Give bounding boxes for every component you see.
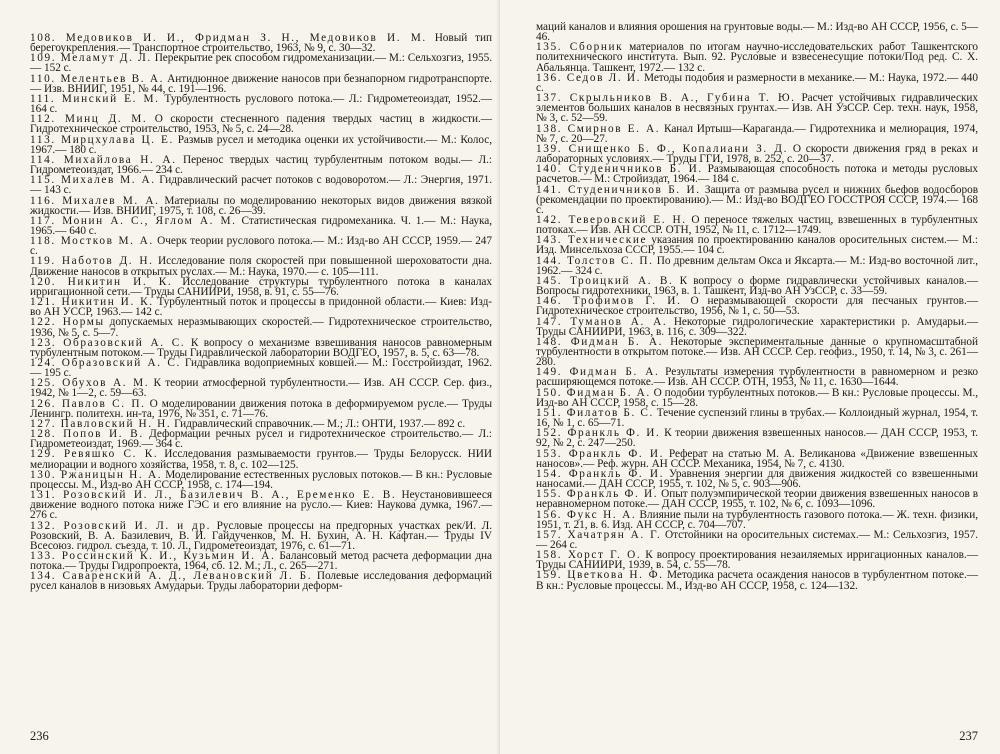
reference-entry	[30, 551, 492, 571]
reference-author: 131. Розовский И. Л., Базилевич В. А., Еременко Е. В.	[30, 489, 397, 502]
reference-author: 129. Ревяшко С. К.	[30, 448, 159, 461]
right-page	[500, 0, 1000, 754]
reference-entry	[30, 449, 492, 469]
reference-text: Гидравлический справочник.— М.; Л.: ОНТИ, 1937.— 892 с.	[174, 417, 466, 430]
reference-author: 136. Седов Л. И.	[536, 71, 642, 84]
reference-text: К теории атмосферной турбулентности.— Изв. АН СССР. Сер. физ., 1942, № 1—2, с. 59—63.	[30, 377, 493, 400]
reference-entry	[536, 93, 978, 123]
reference-text: Антидюнное движение наносов при безнапорном гидротранспорте.— Изв. ВНИИГ, 1951, № 44, с. 191—196.	[30, 72, 492, 95]
reference-author: 113. Мирцхулава Ц. Е.	[30, 133, 174, 146]
reference-entry	[30, 399, 492, 419]
reference-author: 135. Сборник	[536, 41, 624, 54]
reference-author: 133. Россинский К. И., Кузьмин И. А.	[30, 549, 276, 562]
reference-text: Некоторые экспериментальные данные о крупномасштабной турбулентности в открытом потоке.— Изв. АН СССР. Сер. геофиз., 1950, т. 14, № 3, с. 261—280.	[536, 335, 978, 369]
reference-entry	[30, 236, 492, 256]
reference-text: Новый тип берегоукрепления.— Транспортное строительство, 1963, № 9, с. 30—32.	[30, 32, 493, 55]
reference-list-right	[536, 22, 978, 591]
reference-author: 152. Франкль Ф. И.	[536, 427, 661, 440]
reference-author: 119. Наботов Д. Н.	[30, 255, 154, 268]
reference-entry	[30, 378, 492, 398]
reference-entry	[30, 317, 492, 337]
reference-entry	[30, 135, 492, 155]
reference-text: По древним дельтам Окса и Яксарта.— М.: Изд-во восточной лит., 1962.— 324 с.	[536, 254, 979, 277]
reference-entry	[536, 144, 978, 164]
reference-entry	[30, 521, 492, 551]
reference-author: 141. Студеничников Б. И.	[536, 183, 701, 196]
reference-author: 125. Обухов А. М.	[30, 377, 150, 390]
reference-entry	[536, 215, 978, 235]
reference-entry	[536, 408, 978, 428]
reference-entry	[536, 469, 978, 489]
reference-entry	[536, 124, 978, 144]
reference-entry	[536, 550, 978, 570]
reference-entry	[30, 94, 492, 114]
page-number-left: 236	[30, 729, 49, 743]
reference-author: 122. Нормы	[30, 316, 105, 329]
reference-entry	[536, 449, 978, 469]
reference-text: Исследование поля скоростей при повышенной шероховатости дна. Движение наносов в открытых руслах.— М.: Наука, 1970.— с. 105—111.	[30, 255, 492, 278]
reference-entry	[30, 256, 492, 276]
reference-author: 118. Мостков М. А.	[30, 235, 154, 248]
reference-text: Уравнения энергии для движения жидкостей со взвешенными наносами.— ДАН СССР, 1955, т. 102, № 5, с. 903—906.	[536, 467, 978, 491]
reference-text: Защита от размыва русел и нижних бьефов водосборов (рекомендации по проектированию).— М.: Изд-во ВОДГЕО ГОССТРОЯ СССР, 1974.— 168 с.	[536, 183, 978, 216]
reference-text: Неустановившееся движение водного потока ниже ГЭС и его влияние на русло.— Киев: Наукова думка, 1967.— 276 с.	[30, 489, 492, 522]
reference-text: О переносе тяжелых частиц, взвешенных в турбулентных потоках.— Изв. АН СССР. ОТН, 1952, № 11, с. 1712—1749.	[536, 213, 978, 237]
reference-author: 154. Франкль Ф. И.	[536, 467, 665, 480]
reference-text: указания по проектированию каналов оросительных систем.— М.: Изд. Минсельхоза СССР, 1955.— 104 с.	[536, 234, 979, 257]
reference-author: 130. Ржаницын Н. А.	[30, 468, 163, 481]
reference-text: Влияние пыли на турбулентность газового потока.— Ж. техн. физики, 1951, т. 21, в. 6. Изд. АН СССР, с. 704—707.	[536, 508, 978, 531]
reference-entry	[30, 114, 492, 134]
reference-text: Перенос твердых частиц турбулентным потоком воды.— Л.: Гидрометеоиздат, 1966.— 234 с.	[30, 153, 492, 177]
reference-text: Реферат на статью М. А. Великанова «Движение взвешенных наносов».— Реф. журн. АН СССР. Механика, 1954, № 7, с. 4130.	[536, 447, 978, 470]
reference-text: Полевые исследования деформаций русел каналов в низовьях Амударьи. Труды лаборатории деформ-	[30, 570, 493, 593]
reference-text: Гидравлика водоприемных ковшей.— М.: Госстройиздат, 1962.— 195 с.	[30, 357, 492, 380]
reference-author: 150. Фидман Б. А.	[536, 386, 651, 399]
reference-text: Очерк теории руслового потока.— М.: Изд-во АН СССР, 1959.— 247 с.	[30, 235, 492, 258]
reference-author: 158. Хорст Г. О.	[536, 549, 642, 562]
reference-text: Некоторые гидрологические характеристики р. Амударьи.— Труды САНИИРИ, 1963, в. 116, с. 309—322.	[536, 315, 978, 338]
reference-author: 143. Технические	[536, 234, 648, 247]
reference-entry	[536, 317, 978, 337]
reference-author: 111. Минский Е. М.	[30, 92, 160, 105]
reference-entry	[536, 22, 978, 42]
reference-author: 132. Розовский И. Л. и др.	[30, 519, 212, 532]
reference-text: Размыв русел и методика оценки их устойчивости.— М.: Колос, 1967.— 180 с.	[30, 133, 492, 156]
reference-entry	[536, 367, 978, 387]
reference-text: О скорости движения гряд в реках и лабораторных условиях.— Труды ГГИ, 1978, в. 252, с. 20—37.	[536, 142, 979, 166]
reference-author: 134. Саваренский А. Д., Левановский Л. Б.	[30, 570, 313, 583]
reference-text: Русловые процессы на предгорных участках рек/И. Л. Розовский, В. А. Базилевич, В. И. Гайдученков, М. Н. Бухин, А. Н. Кафтан.— Труды IV Всесоюз. гидрол. съезда, т. 10. Л., Гидрометеоиздат, 1976, с. 61—71.	[30, 519, 492, 552]
reference-entry	[536, 337, 978, 367]
reference-author: 144. Толстов С. П.	[536, 254, 654, 267]
reference-entry	[30, 338, 492, 358]
reference-text: Исследование структуры турбулентного потока в каналах ирригационной сети.— Труды САНИИРИ, 1958, в. 91, с. 55—76.	[30, 275, 492, 298]
reference-entry	[536, 428, 978, 448]
reference-text: материалов по итогам научно-исследовательских работ Ташкентского политехнического института. Вып. 92. Русловые и взвесенесущие потоки/Под ред. С. Х. Абальянца. Ташкент, 1972.— 132 с.	[536, 41, 978, 74]
reference-list-left	[30, 33, 492, 592]
reference-author: 115. Михалев М. А.	[30, 174, 156, 187]
reference-entry	[536, 42, 978, 72]
reference-text: Деформации речных русел и гидротехническое строительство.— Л.: Гидрометеоиздат, 1969.— 364 с.	[30, 428, 493, 451]
reference-entry	[536, 570, 978, 590]
reference-author: 159. Цветкова Н. Ф.	[536, 569, 664, 582]
reference-entry	[30, 33, 492, 53]
reference-author: 121. Никитин И. К.	[30, 296, 154, 309]
reference-entry	[536, 388, 978, 408]
reference-author: 123. Образовский А. С.	[30, 336, 186, 349]
reference-text: Течение суспензий глины в трубах.— Коллоидный журнал, 1954, т. 16, № 1, с. 65—71.	[536, 406, 979, 430]
reference-text: Отстойники на оросительных системах.— М.: Сельхозгиз, 1957.— 264 с.	[536, 528, 978, 551]
reference-author: 109. Меламут Д. Л.	[30, 52, 152, 65]
reference-author: 116. Михалев М. А.	[30, 194, 160, 207]
reference-text: К вопросу проектирования незаиляемых ирригационных каналов.— Труды САНИИРИ, 1939, в. 54, с. 55—78.	[536, 549, 978, 572]
reference-text: Канал Иртыш—Караганда.— Гидротехника и мелиорация, 1974, № 7, с. 20—27.	[536, 122, 979, 145]
reference-author: 156. Фукс Н. А.	[536, 508, 637, 521]
reference-author: 120. Никитин И. К.	[30, 275, 173, 288]
reference-author: 142. Теверовский Е. Н.	[536, 213, 687, 226]
reference-author: 157. Хачатрян А. Г.	[536, 528, 662, 541]
reference-author: 127. Павловский Н. Н.	[30, 417, 172, 430]
reference-entry	[30, 297, 492, 317]
reference-text: Методика расчета осаждения наносов в турбулентном потоке.— В кн.: Русловые процессы. М., Изд-во АН СССР, 1958, с. 124—132.	[536, 569, 979, 592]
reference-entry	[30, 429, 492, 449]
reference-entry	[536, 185, 978, 215]
reference-entry	[30, 196, 492, 216]
reference-author: 137. Скрыльников В. А., Губина Т. Ю.	[536, 92, 796, 105]
reference-text: Материалы по моделированию некоторых видов движения вязкой жидкости.— Изв. ВНИИГ, 1975, т. 108, с. 26—39.	[30, 194, 492, 217]
reference-entry	[536, 164, 978, 184]
reference-author: 146. Трофимов Г. И.	[536, 295, 682, 308]
reference-entry	[30, 74, 492, 94]
reference-entry	[30, 470, 492, 490]
page-number-right: 237	[959, 729, 978, 743]
reference-author: 153. Франкль Ф. И.	[536, 447, 665, 460]
reference-text: Результаты измерения турбулентности в равномерном и резко расширяющемся потоке.— Изв. АН СССР. ОТН, 1953, № 11, с. 1630—1644.	[536, 366, 978, 389]
reference-author: 108. Медовиков И. И., Фридман З. Н., Медовиков И. М.	[30, 32, 427, 44]
reference-text: О неразмывающей скорости для песчаных грунтов.— Гидротехническое строительство, 1956, № 1, с. 50—53.	[536, 295, 978, 318]
reference-text: К вопросу о форме гидравлически устойчивых каналов.— Вопросы гидротехники, 1963, в. 1. Ташкент, Изд-во АН УзССР, с. 33—59.	[536, 274, 979, 298]
reference-author: 149. Фидман Б. А.	[536, 366, 660, 379]
reference-text: К вопросу о механизме взвешивания наносов равномерным турбулентным потоком.— Труды Гидравлической лаборатории ВОДГЕО, 1957, в. 5, с. 63—78.	[30, 336, 492, 359]
reference-text: О подобии турбулентных потоков.— В кн.: Русловые процессы. М., Изд-во АН СССР, 1958, с. 15—28.	[536, 386, 979, 409]
reference-text: О моделировании движения потока в деформируемом русле.— Труды Ленингр. политехн. ин-та, 1976, № 351, с. 71—76.	[30, 397, 493, 420]
reference-text: Статистическая гидромеханика. Ч. 1.— М.: Наука, 1965.— 640 с.	[30, 214, 493, 237]
reference-text: Опыт полуэмпирической теории движения взвешенных наносов в неравномерном потоке.— ДАН СССР, 1955, т. 102, № 6, с. 1093—1096.	[536, 488, 978, 511]
reference-text: Размывающая способность потока и методы русловых расчетов.— М.: Стройиздат, 1964.— 184 с.	[536, 163, 978, 186]
reference-text: допускаемых неразмывающих скоростей.— Гидротехническое строительство, 1936, № 5, с. 5—7.	[30, 316, 492, 339]
reference-entry	[30, 175, 492, 195]
reference-author: 140. Студеничников Б. И.	[536, 163, 703, 176]
reference-text: К теории движения взвешенных наносов.— ДАН СССР, 1953, т. 92, № 2, с. 247—250.	[536, 427, 978, 450]
reference-text: Методы подобия и размерности в механике.— М.: Наука, 1972.— 440 с.	[536, 71, 978, 94]
reference-entry	[536, 276, 978, 296]
reference-author: 139. Снищенко Б. Ф., Копалиани З. Д.	[536, 142, 789, 155]
reference-text: Гидравлический расчет потоков с водоворотом.— Л.: Энергия, 1971.— 143 с.	[30, 174, 492, 197]
reference-entry	[536, 296, 978, 316]
reference-author: 148. Фидман Б. А.	[536, 335, 664, 348]
reference-author: 112. Минц Д. М.	[30, 113, 148, 126]
reference-text: Балансовый метод расчета деформации дна потока.— Труды Гидропроекта, 1964, сб. 12. М.; Л., с. 265—271.	[30, 549, 493, 573]
reference-text: Исследования размываемости грунтов.— Труды Белорусск. НИИ мелиорации и водного хозяйства, 1958, т. 8, с. 102—125.	[30, 448, 492, 471]
reference-text: Расчет устойчивых гидравлических элементов больших каналов в несвязных грунтах.— Изв. АН УзССР. Сер. техн. наук, 1958, № 3, с. 52—59.	[536, 92, 978, 125]
reference-text: Турбулентный поток и процессы в придонной области.— Киев: Изд-во АН УССР, 1963.— 142 с.	[30, 296, 492, 319]
reference-author: 124. Образовский А. С.	[30, 357, 181, 369]
reference-author: 147. Туманов А. А.	[536, 315, 668, 328]
reference-entry	[536, 256, 978, 276]
reference-author: 138. Смирнов Е. А.	[536, 122, 661, 135]
reference-entry	[30, 277, 492, 297]
reference-entry	[536, 510, 978, 530]
reference-entry	[30, 571, 492, 591]
reference-text: О скорости стесненного падения твердых частиц в жидкости.— Гидротехническое строительство, 1953, № 5, с. 24—28.	[30, 113, 493, 136]
reference-author: 155. Франкль Ф. И.	[536, 488, 659, 501]
reference-entry	[30, 53, 492, 73]
reference-entry	[30, 155, 492, 175]
reference-text: маций каналов и влияния орошения на грунтовые воды.— М.: Изд-во АН СССР, 1956, с. 5—46.	[536, 21, 978, 44]
reference-entry	[30, 490, 492, 520]
reference-author: 110. Мелентьев В. А.	[30, 72, 165, 85]
reference-author: 145. Троицкий А. В.	[536, 274, 674, 287]
reference-entry	[536, 73, 978, 93]
reference-text: Перекрытие рек способом гидромеханизации.— М.: Сельхозгиз, 1955.— 152 с.	[30, 52, 492, 75]
reference-text: Турбулентность руслового потока.— Л.: Гидрометеоиздат, 1952.— 164 с.	[30, 92, 492, 116]
reference-entry	[536, 235, 978, 255]
reference-entry	[30, 216, 492, 236]
reference-entry	[30, 358, 492, 378]
reference-author: 117. Монин А. С., Яглом А. М.	[30, 214, 237, 227]
reference-author: 128. Попов И. В.	[30, 428, 144, 441]
reference-author: 114. Михайлова Н. А.	[30, 153, 177, 166]
reference-author: 126. Павлов С. П.	[30, 397, 146, 410]
reference-entry	[536, 530, 978, 550]
reference-text: Моделирование естественных русловых потоков.— В кн.: Русловые процессы. М., Изд-во АН СССР, 1958, с. 174—194.	[30, 468, 492, 491]
reference-author: 151. Филатов Б. С.	[536, 406, 654, 419]
reference-entry	[536, 489, 978, 509]
